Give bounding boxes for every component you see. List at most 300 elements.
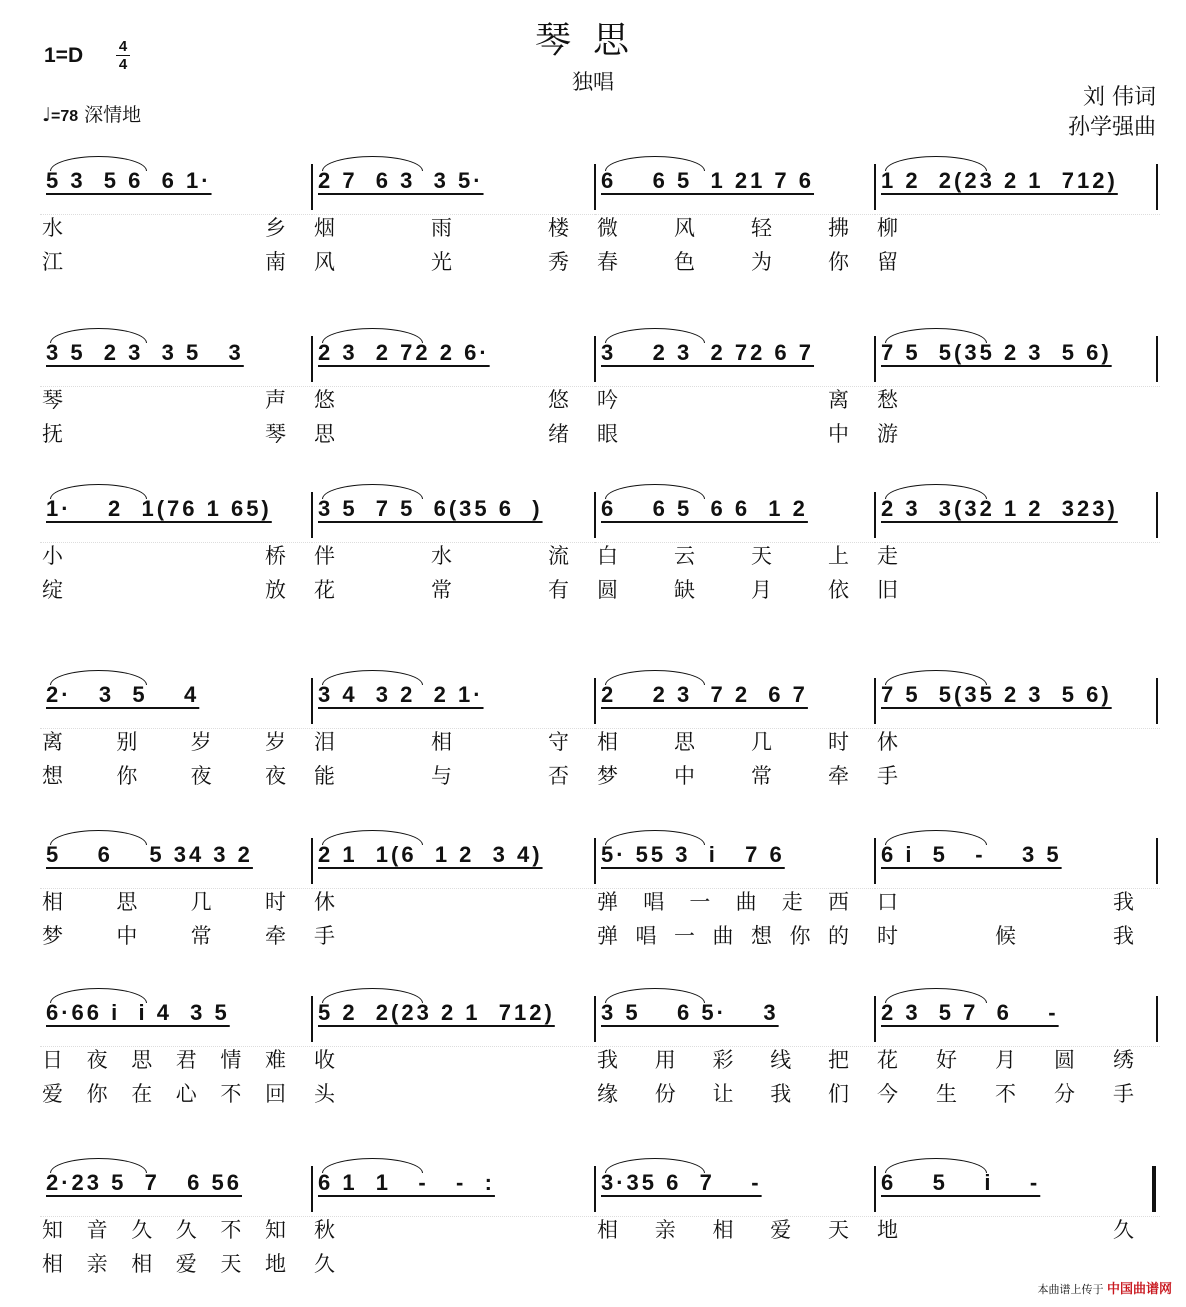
- lyric-char: 知: [264, 1218, 286, 1242]
- lyric-char: 眼: [597, 422, 618, 446]
- bar-line: [874, 492, 876, 538]
- lyric-char: 能: [314, 764, 335, 788]
- lyrics-verse-2: [40, 1248, 312, 1278]
- lyric-char: 你: [828, 250, 849, 274]
- measure: [875, 322, 1160, 452]
- lyric-char: 曲: [712, 924, 734, 948]
- lyric-char: 江: [42, 250, 63, 274]
- measure-notes: 5 6 5 34 3 2: [46, 842, 253, 867]
- measure: [595, 664, 875, 794]
- lyric-char: 悠: [314, 388, 335, 412]
- lyric-char: 流: [548, 544, 569, 568]
- lyrics-verse-1: [312, 1044, 595, 1074]
- lyric-char: 有: [548, 578, 569, 602]
- lyrics-verse-2: [875, 920, 1160, 950]
- lyric-char: 走: [781, 890, 803, 914]
- bar-line: [311, 838, 313, 884]
- lyric-char: 地: [877, 1218, 898, 1242]
- bar-line: [311, 164, 313, 210]
- measure-notes: 2 3 3(32 1 2 323): [881, 496, 1118, 521]
- bar-line: [594, 678, 596, 724]
- lyric-char: 相: [131, 1252, 153, 1276]
- lyric-char: 水: [431, 544, 452, 568]
- lyrics-verse-1: [40, 886, 312, 916]
- lyric-char: 在: [131, 1082, 153, 1106]
- bar-line: [311, 1166, 313, 1212]
- lyric-char: 音: [86, 1218, 108, 1242]
- lyric-char: 我: [1113, 924, 1134, 948]
- lyrics-verse-1: [595, 1044, 875, 1074]
- score-row: [40, 664, 1160, 794]
- measure: [312, 824, 595, 954]
- lyric-char: 你: [116, 764, 138, 788]
- lyrics-verse-1: [595, 1214, 875, 1244]
- lyrics-verse-2: [595, 574, 875, 604]
- bar-line: [1156, 996, 1158, 1042]
- lyric-char: 几: [751, 730, 772, 754]
- lyric-char: 云: [674, 544, 695, 568]
- lyrics-verse-2: [595, 1078, 875, 1108]
- lyric-char: 走: [877, 544, 898, 568]
- footer-text: 本曲谱上传于: [1037, 1283, 1104, 1296]
- lyric-char: 愁: [877, 388, 898, 412]
- measure-notes: 1· 2 1(76 1 65): [46, 496, 272, 521]
- lyrics-verse-2: [595, 418, 875, 448]
- lyric-char: 夜: [190, 764, 212, 788]
- lyric-char: 花: [877, 1048, 898, 1072]
- lyric-char: 岁: [190, 730, 212, 754]
- final-barline: [1152, 1166, 1156, 1212]
- lyric-char: 君: [175, 1048, 197, 1072]
- lyric-char: 吟: [597, 388, 618, 412]
- lyric-char: 用: [654, 1048, 676, 1072]
- measure-notes: 2 1 1(6 1 2 3 4): [318, 842, 543, 867]
- composer: 孙学强曲: [1067, 115, 1156, 140]
- lyrics-verse-2: [875, 1078, 1160, 1108]
- lyric-char: 微: [597, 216, 618, 240]
- lyrics-verse-1: [875, 886, 1160, 916]
- bar-line: [311, 678, 313, 724]
- lyric-char: 留: [877, 250, 898, 274]
- lyric-char: 风: [674, 216, 695, 240]
- tempo-value: =78: [50, 108, 79, 125]
- lyric-char: 守: [548, 730, 569, 754]
- lyrics-verse-1: [875, 212, 1160, 242]
- lyric-char: 圆: [1054, 1048, 1075, 1072]
- lyric-char: 风: [314, 250, 335, 274]
- lyric-char: 别: [116, 730, 138, 754]
- measure: [312, 982, 595, 1112]
- lyric-char: 几: [190, 890, 212, 914]
- lyric-char: 梦: [42, 924, 63, 948]
- lyric-char: 常: [190, 924, 212, 948]
- lyric-char: 楼: [548, 216, 569, 240]
- lyric-char: 为: [751, 250, 772, 274]
- measure-notes: 6 6 5 1 21 7 6: [601, 168, 815, 193]
- lyric-char: 琴: [42, 388, 63, 412]
- measure: [312, 150, 595, 280]
- bar-line: [874, 838, 876, 884]
- quarter-note-icon: ♩: [42, 104, 51, 126]
- lyric-char: 日: [42, 1048, 63, 1072]
- measure: [312, 1152, 595, 1282]
- bar-line: [1156, 678, 1158, 724]
- measure-notes: 3 2 3 2 72 6 7: [601, 340, 815, 365]
- lyric-char: 乡: [265, 216, 286, 240]
- lyric-char: 白: [597, 544, 618, 568]
- lyric-char: 依: [828, 578, 849, 602]
- lyrics-verse-2: [312, 418, 595, 448]
- lyric-char: 让: [712, 1082, 734, 1106]
- lyric-char: 久: [175, 1218, 197, 1242]
- lyric-char: 手: [1113, 1082, 1134, 1106]
- lyric-char: 天: [220, 1252, 242, 1276]
- measure: [40, 478, 312, 608]
- lyric-char: 相: [712, 1218, 734, 1242]
- lyric-char: 唱: [635, 924, 657, 948]
- lyrics-verse-2: [40, 760, 312, 790]
- measure-notes: 3 4 3 2 2 1·: [318, 682, 484, 707]
- lyric-char: 弹: [597, 890, 618, 914]
- lyrics-verse-1: [595, 726, 875, 756]
- lyric-char: 与: [431, 764, 452, 788]
- lyric-char: 久: [314, 1252, 335, 1276]
- lyric-char: 琴: [265, 422, 286, 446]
- bar-line: [1156, 492, 1158, 538]
- score-row: [40, 824, 1160, 954]
- bar-line: [874, 1166, 876, 1212]
- lyric-char: 放: [265, 578, 286, 602]
- measure-notes: 5 3 5 6 6 1·: [46, 168, 212, 193]
- expression-mark: 深情地: [84, 104, 142, 126]
- measure: [875, 664, 1160, 794]
- lyric-char: 你: [86, 1082, 108, 1106]
- lyric-char: 弹: [597, 924, 618, 948]
- lyric-char: 夜: [264, 764, 286, 788]
- lyrics-verse-1: [595, 886, 875, 916]
- measure-notes: 2 3 5 7 6 -: [881, 1000, 1059, 1025]
- measure: [595, 150, 875, 280]
- lyric-char: 亲: [86, 1252, 108, 1276]
- lyric-char: 花: [314, 578, 335, 602]
- lyric-char: 候: [995, 924, 1016, 948]
- lyric-char: 秀: [548, 250, 569, 274]
- lyric-char: 地: [264, 1252, 286, 1276]
- lyric-char: 时: [877, 924, 898, 948]
- lyric-char: 雨: [431, 216, 452, 240]
- lyric-char: 拂: [828, 216, 849, 240]
- lyric-char: 游: [877, 422, 898, 446]
- score-row: [40, 150, 1160, 280]
- measure: [40, 322, 312, 452]
- lyric-char: 梦: [597, 764, 618, 788]
- lyrics-verse-2: [40, 920, 312, 950]
- lyric-char: 抚: [42, 422, 63, 446]
- bar-line: [311, 996, 313, 1042]
- bar-line: [1156, 164, 1158, 210]
- measure: [40, 150, 312, 280]
- lyrics-verse-1: [312, 384, 595, 414]
- lyric-char: 一: [689, 890, 711, 914]
- tempo-marking: [42, 100, 141, 127]
- lyrics-verse-2: [595, 920, 875, 950]
- lyric-char: 南: [265, 250, 286, 274]
- measure: [875, 150, 1160, 280]
- measure-notes: 3·35 6 7 -: [601, 1170, 762, 1195]
- lyric-char: 夜: [86, 1048, 108, 1072]
- lyrics-verse-1: [595, 212, 875, 242]
- lyrics-verse-2: [595, 760, 875, 790]
- lyric-char: 否: [548, 764, 569, 788]
- lyric-char: 久: [131, 1218, 153, 1242]
- bar-line: [1156, 336, 1158, 382]
- lyrics-verse-1: [875, 1044, 1160, 1074]
- site-logo: 中国曲谱网: [1106, 1282, 1172, 1297]
- lyrics-verse-2: [40, 1078, 312, 1108]
- score-row: [40, 982, 1160, 1112]
- lyrics-verse-2: [875, 246, 1160, 276]
- measure-notes: 6 1 1 - - :: [318, 1170, 495, 1195]
- lyric-char: 头: [314, 1082, 335, 1106]
- bar-line: [874, 996, 876, 1042]
- lyric-char: 知: [42, 1218, 63, 1242]
- lyric-char: 旧: [877, 578, 898, 602]
- measure-notes: 5· 55 3 i 7 6: [601, 842, 785, 867]
- lyrics-verse-1: [312, 540, 595, 570]
- lyrics-verse-1: [40, 1214, 312, 1244]
- lyric-char: 唱: [643, 890, 665, 914]
- lyrics-verse-1: [40, 726, 312, 756]
- lyric-char: 岁: [264, 730, 286, 754]
- lyric-char: 上: [828, 544, 849, 568]
- lyric-char: 口: [877, 890, 898, 914]
- lyric-char: 烟: [314, 216, 335, 240]
- measure-notes: 5 2 2(23 2 1 712): [318, 1000, 555, 1025]
- lyric-char: 爱: [175, 1252, 197, 1276]
- lyric-char: 天: [828, 1218, 849, 1242]
- measure: [40, 982, 312, 1112]
- lyric-char: 不: [220, 1218, 242, 1242]
- lyric-char: 光: [431, 250, 452, 274]
- lyrics-verse-1: [312, 886, 595, 916]
- score-row: [40, 478, 1160, 608]
- lyric-char: 手: [314, 924, 335, 948]
- measure-notes: 7 5 5(35 2 3 5 6): [881, 340, 1112, 365]
- lyric-char: 相: [597, 730, 618, 754]
- lyrics-verse-1: [40, 384, 312, 414]
- measure-notes: 6 5 i -: [881, 1170, 1041, 1195]
- lyric-char: 泪: [314, 730, 335, 754]
- measure: [595, 824, 875, 954]
- lyrics-verse-2: [875, 574, 1160, 604]
- lyric-char: 相: [42, 890, 63, 914]
- lyric-char: 收: [314, 1048, 335, 1072]
- measure: [595, 322, 875, 452]
- lyric-char: 分: [1054, 1082, 1075, 1106]
- measure-notes: 2· 3 5 4: [46, 682, 200, 707]
- lyric-char: 牵: [264, 924, 286, 948]
- measure: [875, 824, 1160, 954]
- lyric-char: 牵: [828, 764, 849, 788]
- lyric-char: 常: [431, 578, 452, 602]
- bar-line: [594, 996, 596, 1042]
- lyric-char: 相: [42, 1252, 63, 1276]
- measure-notes: 2·23 5 7 6 56: [46, 1170, 242, 1195]
- lyric-char: 伴: [314, 544, 335, 568]
- bar-line: [874, 336, 876, 382]
- bar-line: [1156, 838, 1158, 884]
- lyric-char: 水: [42, 216, 63, 240]
- lyric-char: 不: [220, 1082, 242, 1106]
- lyrics-verse-1: [40, 1044, 312, 1074]
- measure: [40, 664, 312, 794]
- lyric-char: 的: [828, 924, 849, 948]
- lyric-char: 你: [789, 924, 811, 948]
- measure-notes: 3 5 2 3 3 5 3: [46, 340, 244, 365]
- lyric-char: 月: [751, 578, 772, 602]
- lyric-char: 绪: [548, 422, 569, 446]
- lyrics-verse-1: [875, 384, 1160, 414]
- lyrics-verse-1: [875, 540, 1160, 570]
- lyrics-verse-2: [40, 418, 312, 448]
- lyric-char: 悠: [548, 388, 569, 412]
- lyric-char: 思: [116, 890, 138, 914]
- lyrics-verse-1: [595, 384, 875, 414]
- lyric-char: 不: [995, 1082, 1016, 1106]
- lyric-char: 桥: [265, 544, 286, 568]
- bar-line: [311, 336, 313, 382]
- bar-line: [594, 336, 596, 382]
- measure: [312, 664, 595, 794]
- lyric-char: 休: [314, 890, 335, 914]
- measure-notes: 3 5 7 5 6(35 6 ): [318, 496, 543, 521]
- lyrics-verse-2: [312, 920, 595, 950]
- song-title: 琴思: [534, 20, 651, 61]
- lyric-char: 生: [936, 1082, 957, 1106]
- bar-line: [594, 164, 596, 210]
- lyric-char: 西: [827, 890, 849, 914]
- lyric-char: 思: [674, 730, 695, 754]
- lyrics-verse-2: [312, 1078, 595, 1108]
- lyrics-verse-1: [875, 726, 1160, 756]
- lyric-char: 中: [116, 924, 138, 948]
- measure: [312, 322, 595, 452]
- performance-type: 独唱: [572, 70, 614, 94]
- lyric-char: 秋: [314, 1218, 335, 1242]
- bar-line: [594, 1166, 596, 1212]
- lyric-char: 心: [175, 1082, 197, 1106]
- lyric-char: 休: [877, 730, 898, 754]
- lyric-char: 好: [936, 1048, 957, 1072]
- measure: [312, 478, 595, 608]
- lyric-char: 小: [42, 544, 63, 568]
- measure-notes: 2 2 3 7 2 6 7: [601, 682, 808, 707]
- lyric-char: 中: [674, 764, 695, 788]
- measure: [875, 1152, 1160, 1282]
- lyric-char: 常: [751, 764, 772, 788]
- lyric-char: 曲: [735, 890, 757, 914]
- lyric-char: 我: [1113, 890, 1134, 914]
- lyric-char: 相: [431, 730, 452, 754]
- lyric-char: 手: [877, 764, 898, 788]
- lyric-char: 情: [220, 1048, 242, 1072]
- bar-line: [874, 164, 876, 210]
- bar-line: [594, 838, 596, 884]
- lyric-char: 爱: [42, 1082, 63, 1106]
- lyrics-verse-1: [595, 540, 875, 570]
- lyric-char: 圆: [597, 578, 618, 602]
- bar-line: [874, 678, 876, 724]
- measure: [875, 478, 1160, 608]
- lyrics-verse-2: [312, 1248, 595, 1278]
- measure-notes: 1 2 2(23 2 1 712): [881, 168, 1118, 193]
- lyrics-verse-2: [595, 246, 875, 276]
- lyric-char: 想: [751, 924, 772, 948]
- measure: [595, 982, 875, 1112]
- lyric-char: 柳: [877, 216, 898, 240]
- lyric-char: 把: [828, 1048, 849, 1072]
- measure-notes: 2 3 2 72 2 6·: [318, 340, 490, 365]
- lyrics-verse-1: [312, 212, 595, 242]
- lyrics-verse-1: [875, 1214, 1160, 1244]
- bar-line: [311, 492, 313, 538]
- lyrics-verse-2: [40, 246, 312, 276]
- lyrics-verse-2: [875, 418, 1160, 448]
- measure-notes: 6 i 5 - 3 5: [881, 842, 1062, 867]
- score-row: [40, 322, 1160, 452]
- lyric-char: 一: [674, 924, 695, 948]
- time-top: 4: [118, 38, 128, 55]
- bar-line: [594, 492, 596, 538]
- lyric-char: 相: [597, 1218, 618, 1242]
- lyric-char: 色: [674, 250, 695, 274]
- lyric-char: 时: [264, 890, 286, 914]
- score-row: [40, 1152, 1160, 1282]
- measure: [40, 824, 312, 954]
- lyric-char: 声: [265, 388, 286, 412]
- lyric-char: 月: [995, 1048, 1016, 1072]
- measure: [875, 982, 1160, 1112]
- lyric-char: 份: [654, 1082, 676, 1106]
- lyric-char: 时: [828, 730, 849, 754]
- lyrics-verse-2: [312, 574, 595, 604]
- measure: [595, 478, 875, 608]
- lyrics-verse-1: [40, 540, 312, 570]
- measure-notes: 6·66 i i 4 3 5: [46, 1000, 230, 1025]
- lyric-char: 中: [828, 422, 849, 446]
- measure-notes: 2 7 6 3 3 5·: [318, 168, 484, 193]
- lyric-char: 亲: [654, 1218, 676, 1242]
- key-signature: 1=D: [44, 44, 84, 67]
- lyric-char: 彩: [712, 1048, 734, 1072]
- lyric-char: 我: [770, 1082, 792, 1106]
- footer-credit: [1037, 1278, 1172, 1297]
- lyric-char: 思: [314, 422, 335, 446]
- lyric-char: 想: [42, 764, 63, 788]
- lyric-char: 天: [751, 544, 772, 568]
- measure: [40, 1152, 312, 1282]
- lyric-char: 绣: [1113, 1048, 1134, 1072]
- lyric-char: 我: [597, 1048, 618, 1072]
- lyric-char: 绽: [42, 578, 63, 602]
- measure-notes: 3 5 6 5· 3: [601, 1000, 779, 1025]
- lyric-char: 今: [877, 1082, 898, 1106]
- lyric-char: 难: [264, 1048, 286, 1072]
- lyrics-verse-2: [312, 760, 595, 790]
- time-bottom: 4: [116, 55, 130, 73]
- lyrics-verse-1: [312, 726, 595, 756]
- lyric-char: 轻: [751, 216, 772, 240]
